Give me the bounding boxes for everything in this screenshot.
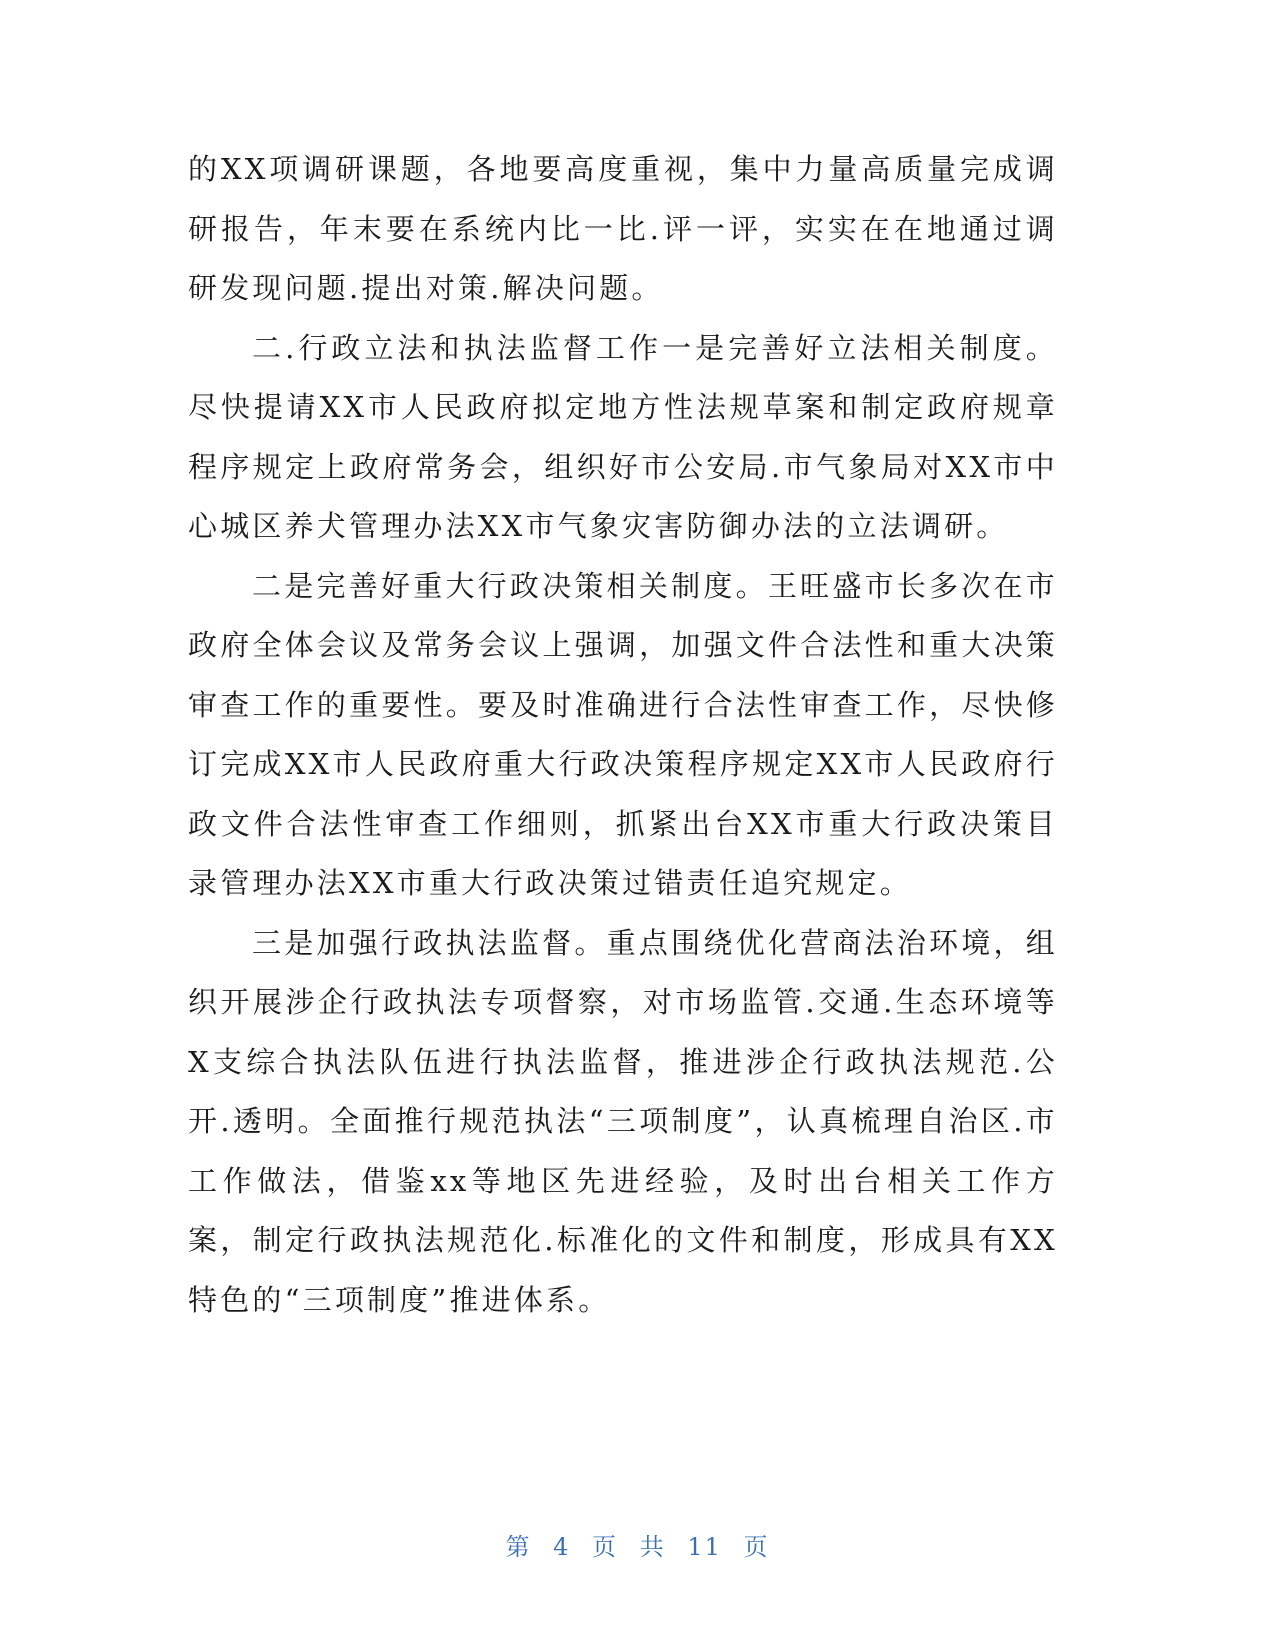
footer-page-word: 页: [592, 1533, 619, 1561]
footer-total-pages: 11: [687, 1533, 722, 1561]
footer-current-page: 4: [553, 1533, 571, 1561]
paragraph-continued: 的XX项调研课题，各地要高度重视，集中力量高质量完成调研报告，年末要在系统内比一比.评一评，实实在在地通过调研发现问题.提出对策.解决问题。: [188, 152, 1058, 305]
paragraph-enforcement-supervision: 三是加强行政执法监督。重点围绕优化营商法治环境，组织开展涉企行政执法专项督察，对市场监管.交通.生态环境等X支综合执法队伍进行执法监督，推进涉企行政执法规范.公开.透明。全面推行规范执法“三项制度”，认真梳理自治区.市工作做法，借鉴xx等地区先进经验，及时出台相关工作方案，制定行政执法规范化.标准化的文件和制度，形成具有XX特色的“三项制度”推进体系。: [188, 925, 1058, 1317]
paragraph-decision-system: 二是完善好重大行政决策相关制度。王旺盛市长多次在市政府全体会议及常务会议上强调，加强文件合法性和重大决策审查工作的重要性。要及时准确进行合法性审查工作，尽快修订完成XX市人民政府重大行政决策程序规定XX市人民政府行政文件合法性审查工作细则，抓紧出台XX市重大行政决策目录管理办法XX市重大行政决策过错责任追究规定。: [188, 568, 1058, 900]
footer-suffix: 页: [743, 1533, 770, 1561]
footer-total-word: 共: [639, 1533, 666, 1561]
page-footer: [0, 1527, 1275, 1562]
document-body: [188, 140, 1058, 1330]
paragraph-legislation: 二.行政立法和执法监督工作一是完善好立法相关制度。尽快提请XX市人民政府拟定地方性法规草案和制定政府规章程序规定上政府常务会，组织好市公安局.市气象局对XX市中心城区养犬管理办法XX市气象灾害防御办法的立法调研。: [188, 330, 1058, 543]
footer-prefix: 第: [505, 1533, 532, 1561]
